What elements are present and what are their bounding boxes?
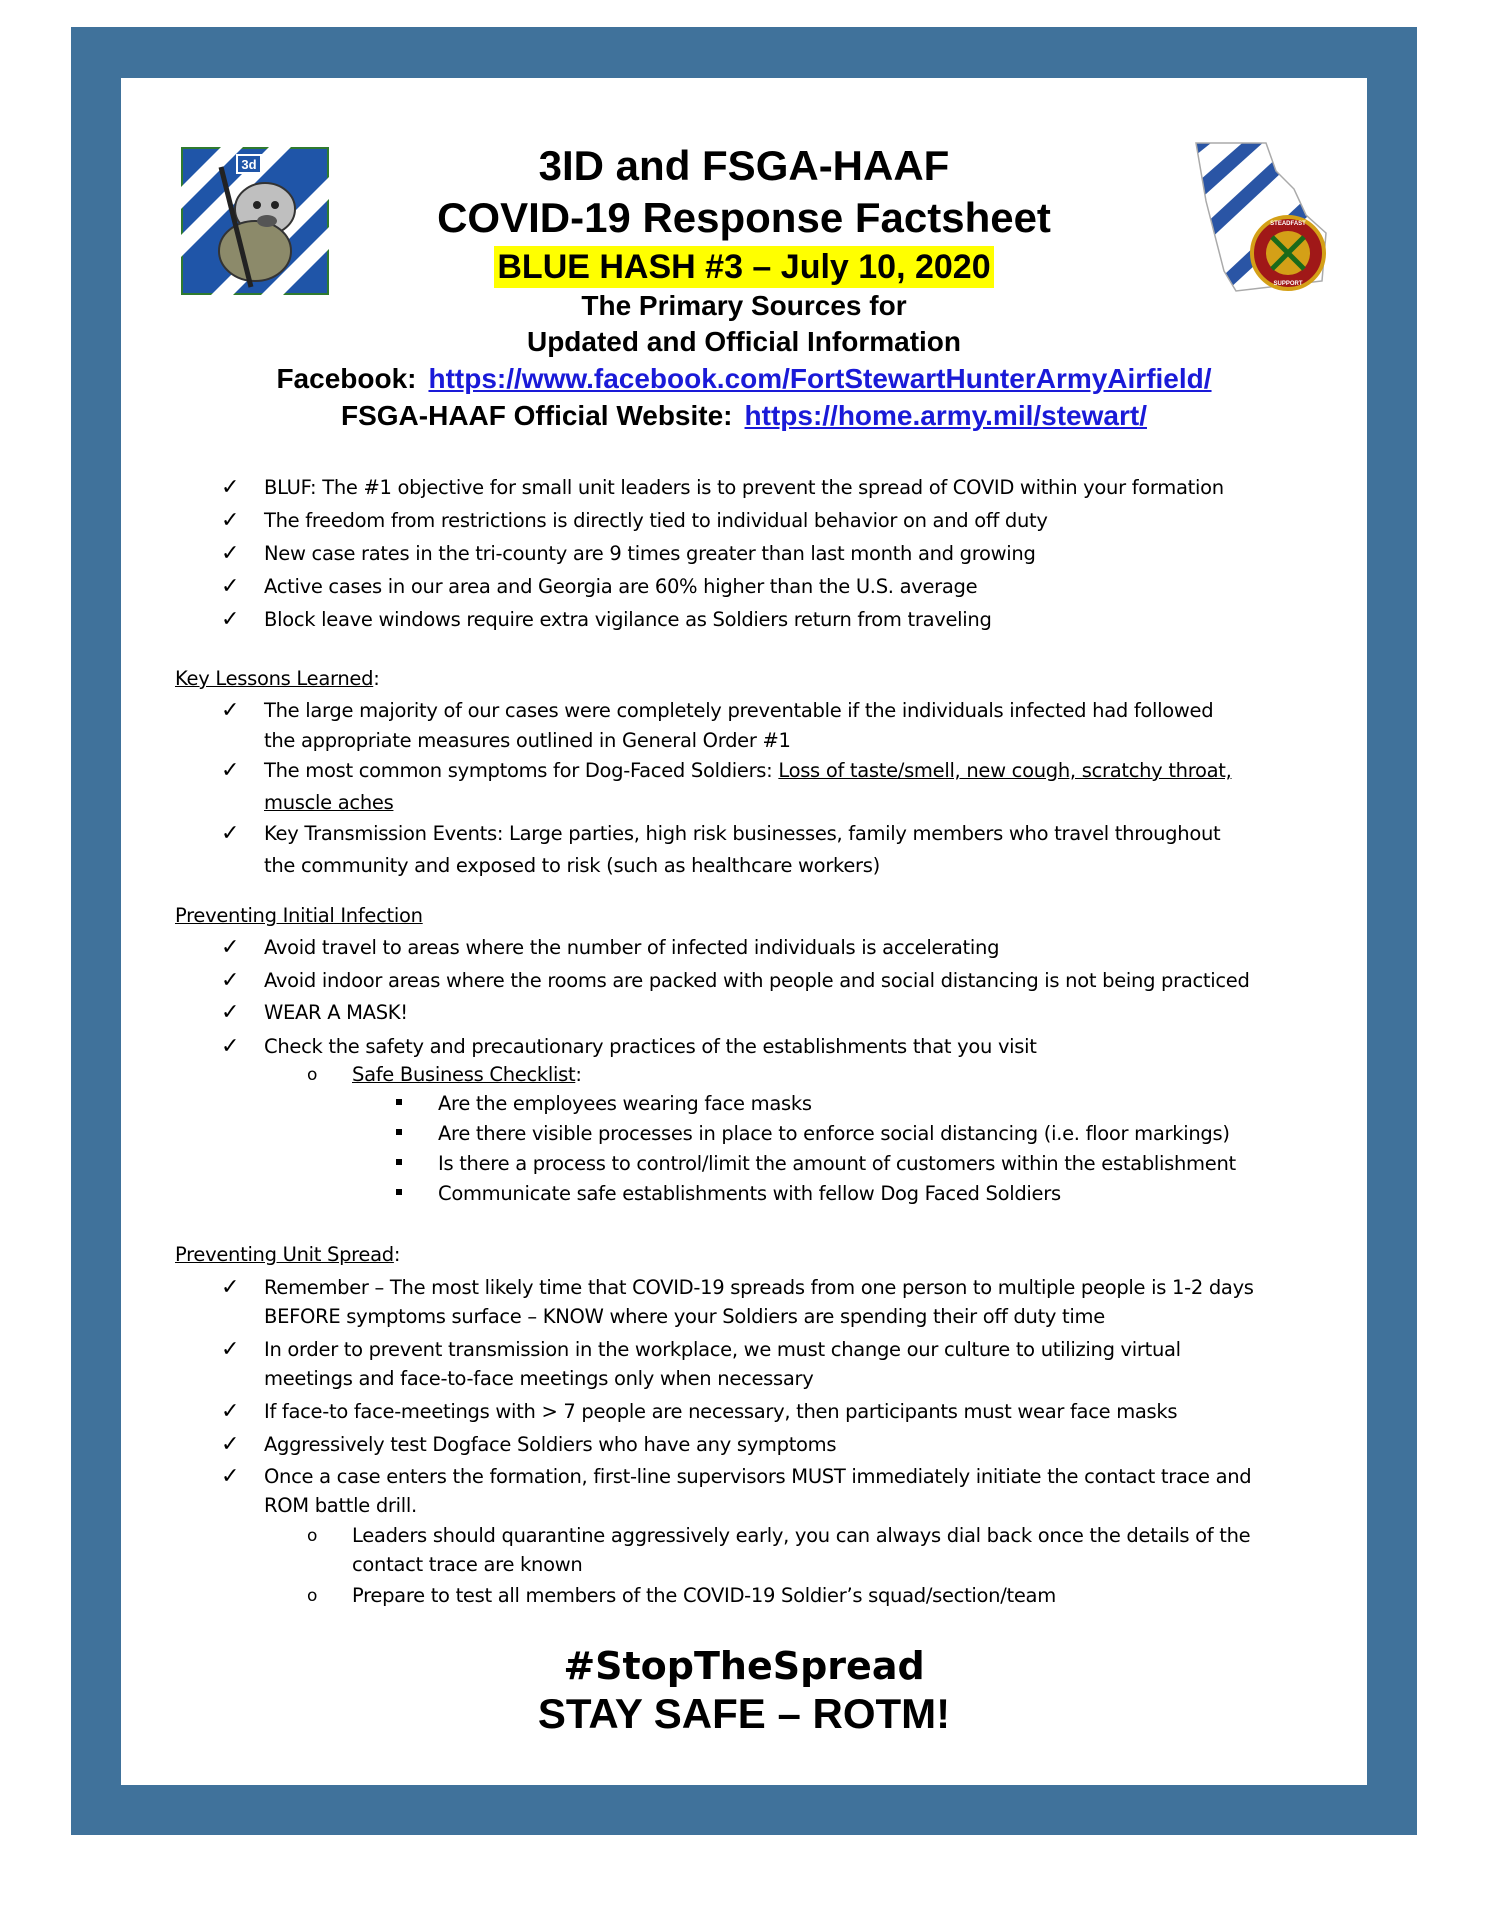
crest-ring-text-top: STEADFAST: [1270, 221, 1306, 227]
infection-item: Avoid indoor areas where the rooms are packed with people and social distancing is not being practiced: [264, 969, 1250, 992]
infection-item: Avoid travel to areas where the number of infected individuals is accelerating: [264, 936, 1000, 959]
unit-item-5-line-1: Once a case enters the formation, first-line supervisors MUST immediately initiate the contact trace and: [264, 1465, 1252, 1488]
hashtag: #StopTheSpread: [563, 1644, 925, 1688]
check-icon: ✓: [221, 968, 240, 993]
square-bullet-icon: [396, 1129, 402, 1135]
factsheet: [121, 78, 1367, 1785]
square-bullet-icon: [396, 1099, 402, 1105]
lesson-item-2-line-2: muscle aches: [264, 791, 394, 814]
unit-item-1-line-1: Remember – The most likely time that COVID-19 spreads from one person to multiple people is 1-2 days: [264, 1276, 1254, 1299]
infection-item: Check the safety and precautionary practices of the establishments that you visit: [264, 1035, 1037, 1058]
bluf-item: Active cases in our area and Georgia are 60% higher than the U.S. average: [264, 575, 978, 598]
footer: [121, 1643, 1367, 1739]
facebook-row: [121, 360, 1367, 397]
check-icon: ✓: [221, 574, 240, 599]
section-heading-unit-spread: Preventing Unit Spread:: [175, 1243, 401, 1266]
title-line-2: COVID-19 Response Factsheet: [437, 194, 1051, 241]
infection-item: WEAR A MASK!: [264, 1001, 408, 1024]
check-icon: ✓: [221, 1337, 240, 1362]
website-link[interactable]: https://home.army.mil/stewart/: [744, 400, 1147, 431]
lesson-item-1-line-1: The large majority of our cases were completely preventable if the individuals infected had followed: [264, 699, 1214, 722]
slogan: STAY SAFE – ROTM!: [537, 1690, 951, 1737]
checklist-item: Are there visible processes in place to enforce social distancing (i.e. floor markings): [438, 1122, 1230, 1145]
checklist-item: Is there a process to control/limit the amount of customers within the establishment: [438, 1152, 1236, 1175]
unit-sub-item-1-line-1: Leaders should quarantine aggressively early, you can always dial back once the details of the: [352, 1524, 1251, 1547]
facebook-label: Facebook:: [276, 363, 417, 394]
lesson-item-2-line-1: The most common symptoms for Dog-Faced Soldiers: Loss of taste/smell, new cough, scratchy throat,: [264, 759, 1232, 782]
unit-item-4: Aggressively test Dogface Soldiers who have any symptoms: [264, 1433, 837, 1456]
lesson-item-3-line-1: Key Transmission Events: Large parties, high risk businesses, family members who travel throughout: [264, 822, 1221, 845]
check-icon: ✓: [221, 758, 240, 783]
check-icon: ✓: [221, 1000, 240, 1025]
check-icon: ✓: [221, 475, 240, 500]
square-bullet-icon: [396, 1189, 402, 1195]
checklist-item: Communicate safe establishments with fellow Dog Faced Soldiers: [438, 1182, 1061, 1205]
check-icon: ✓: [221, 1399, 240, 1424]
check-icon: ✓: [221, 1432, 240, 1457]
unit-sub-item-1-line-2: contact trace are known: [352, 1553, 583, 1576]
check-icon: ✓: [221, 1275, 240, 1300]
section-heading-lessons: Key Lessons Learned:: [175, 667, 380, 690]
badge-text: 3d: [241, 157, 257, 172]
bluf-item: The freedom from restrictions is directly tied to individual behavior on and off duty: [264, 509, 1048, 532]
check-icon: ✓: [221, 935, 240, 960]
unit-item-3: If face-to face-meetings with > 7 people are necessary, then participants must wear face masks: [264, 1400, 1178, 1423]
check-icon: ✓: [221, 1034, 240, 1059]
header: [121, 140, 1367, 434]
lesson-item-3-line-2: the community and exposed to risk (such as healthcare workers): [264, 854, 880, 877]
check-icon: ✓: [221, 698, 240, 723]
title-line-1: 3ID and FSGA-HAAF: [538, 142, 950, 189]
checklist-item: Are the employees wearing face masks: [438, 1092, 812, 1115]
website-label: FSGA-HAAF Official Website:: [341, 400, 733, 431]
page-border-frame: [71, 27, 1417, 1835]
check-icon: ✓: [221, 607, 240, 632]
unit-item-2-line-1: In order to prevent transmission in the workplace, we must change our culture to utilizing virtual: [264, 1338, 1181, 1361]
bluf-item: BLUF: The #1 objective for small unit leaders is to prevent the spread of COVID within your formation: [264, 476, 1224, 499]
facebook-link[interactable]: https://www.facebook.com/FortStewartHunterArmyAirfield/: [428, 363, 1212, 394]
circle-bullet-icon: o: [307, 1526, 318, 1546]
circle-bullet-icon: o: [307, 1065, 318, 1085]
unit-item-5-line-2: ROM battle drill.: [264, 1494, 417, 1517]
bluf-item: New case rates in the tri-county are 9 times greater than last month and growing: [264, 542, 1036, 565]
blue-hash-highlight: BLUE HASH #3 – July 10, 2020: [494, 246, 993, 288]
check-icon: ✓: [221, 1464, 240, 1489]
lesson-item-1-line-2: the appropriate measures outlined in General Order #1: [264, 729, 791, 752]
section-heading-infection: Preventing Initial Infection: [175, 904, 423, 927]
subtitle-line-2: Updated and Official Information: [526, 326, 961, 357]
check-icon: ✓: [221, 821, 240, 846]
website-row: [121, 397, 1367, 434]
unit-item-2-line-2: meetings and face-to-face meetings only when necessary: [264, 1367, 814, 1390]
unit-sub-item-2: Prepare to test all members of the COVID-19 Soldier’s squad/section/team: [352, 1584, 1056, 1607]
check-icon: ✓: [221, 541, 240, 566]
circle-bullet-icon: o: [307, 1586, 318, 1606]
check-icon: ✓: [221, 508, 240, 533]
square-bullet-icon: [396, 1159, 402, 1165]
crest-ring-text-bottom: SUPPORT: [1273, 281, 1303, 287]
subtitle-line-1: The Primary Sources for: [581, 290, 907, 321]
checklist-heading: Safe Business Checklist:: [352, 1063, 582, 1086]
bluf-item: Block leave windows require extra vigilance as Soldiers return from traveling: [264, 608, 992, 631]
unit-item-1-line-2: BEFORE symptoms surface – KNOW where your Soldiers are spending their off duty time: [264, 1305, 1105, 1328]
